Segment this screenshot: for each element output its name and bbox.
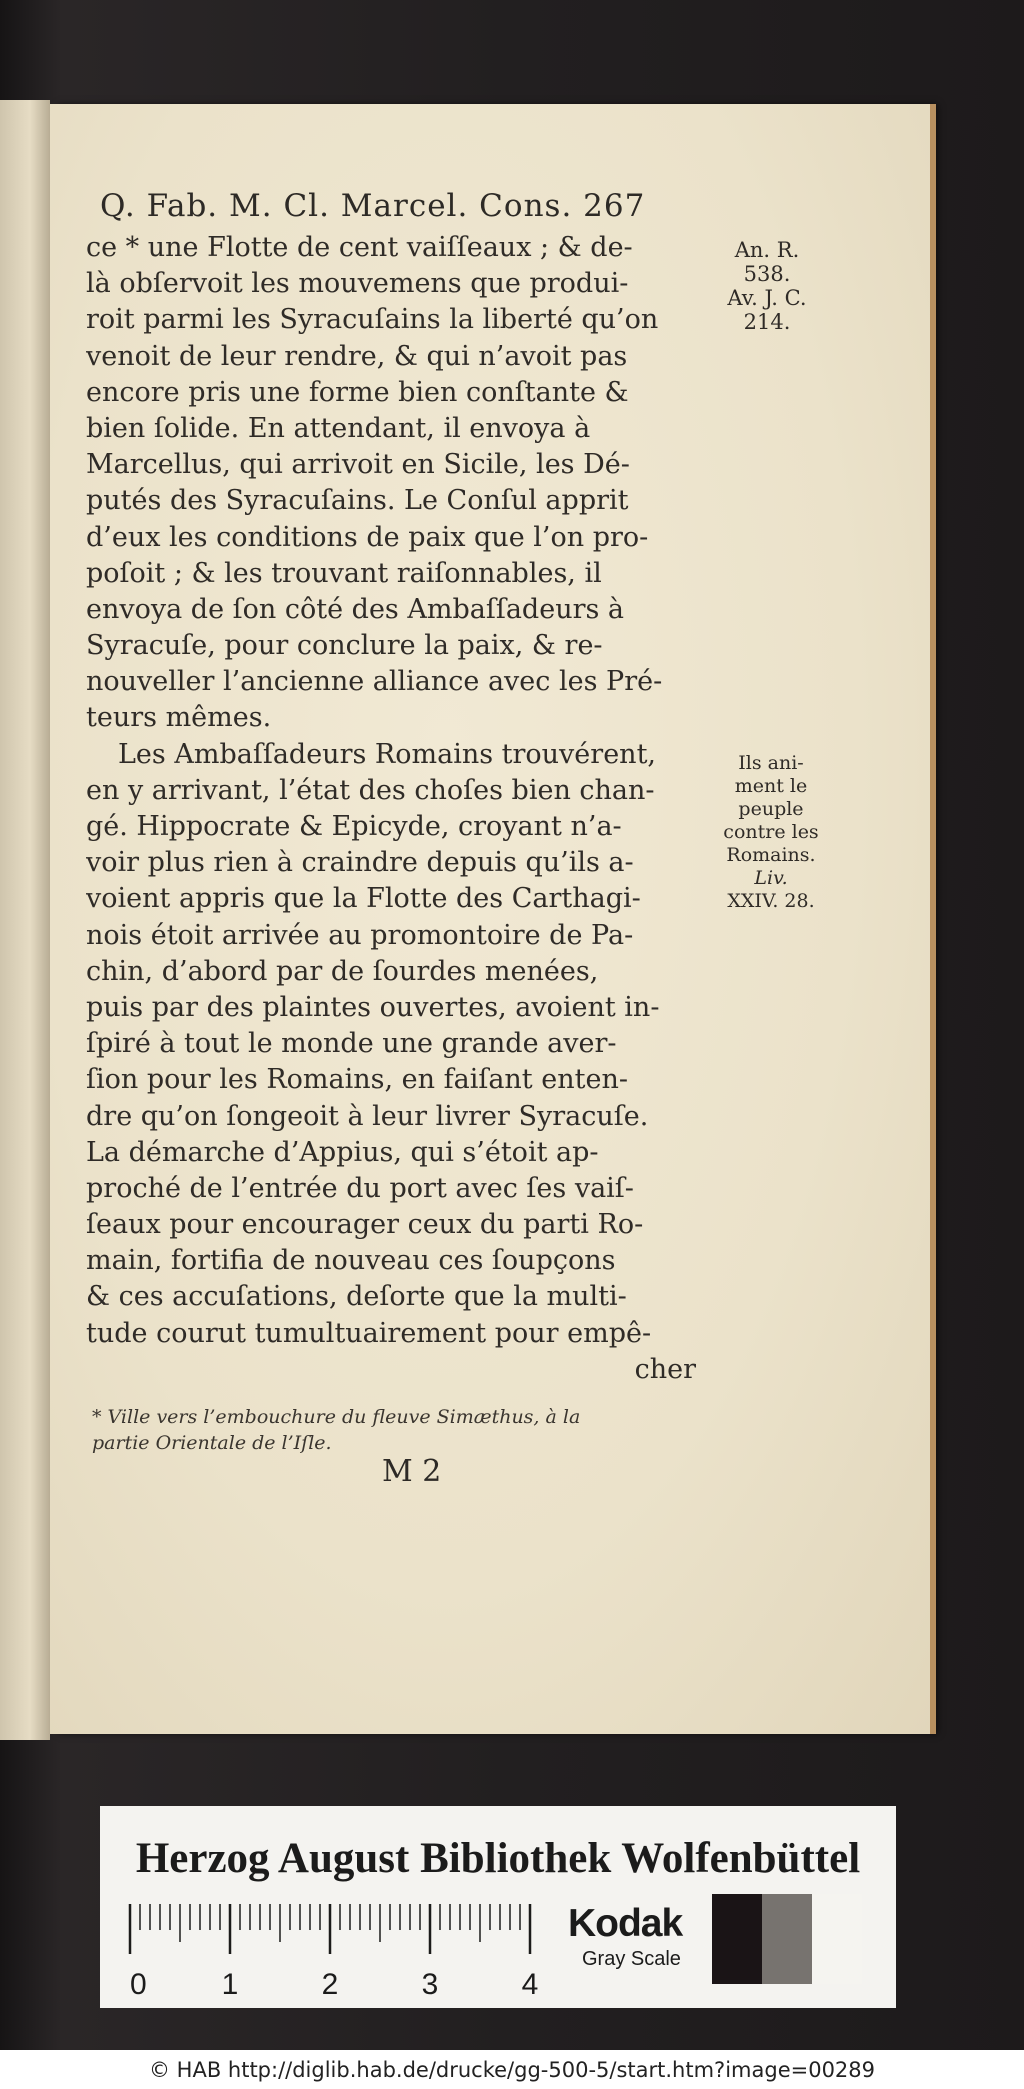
sidenote-line: 214. xyxy=(743,310,791,334)
text-line: ce * une Flotte de cent vaiſſeaux ; & de- xyxy=(86,232,633,263)
gray-patch-white xyxy=(812,1894,862,1984)
ruler-number: 0 xyxy=(130,1968,147,2001)
body-text xyxy=(86,230,696,1388)
text-line: teurs mêmes. xyxy=(86,702,272,734)
text-line: ſeaux pour encourager ceux du parti Ro- xyxy=(86,1209,644,1241)
gray-scale-label: Gray Scale xyxy=(582,1948,681,1970)
sidenote-year xyxy=(712,238,822,334)
text-line: tude courut tumultuairement pour empê- xyxy=(86,1317,652,1349)
sidenote-line: Liv. xyxy=(754,867,788,889)
text-line: roit parmi les Syracuſains la liberté qu’on xyxy=(86,304,659,336)
ruler-number: 1 xyxy=(221,1968,239,2001)
sidenote-line: 538. xyxy=(743,262,791,286)
color-target-card xyxy=(100,1806,896,2008)
text-line: gé. Hippocrate & Epicyde, croyant n’a- xyxy=(86,811,622,842)
kodak-logo: Kodak xyxy=(568,1902,683,1945)
text-line: voient appris que la Flotte des Carthagi- xyxy=(86,883,641,915)
text-line: main, fortifia de nouveau ces ſoupçons xyxy=(86,1245,616,1277)
copyright-bar xyxy=(0,2050,1024,2089)
text-line: & ces accuſations, deſorte que la multi- xyxy=(86,1281,627,1313)
gray-patch-mid xyxy=(762,1894,812,1984)
ruler-number: 3 xyxy=(421,1968,439,2001)
footnote-line: * Ville vers l’embouchure du fleuve Simæthus, à la xyxy=(92,1406,581,1428)
text-line: Les Ambaſſadeurs Romains trouvérent, xyxy=(118,738,656,770)
text-line: voir plus rien à craindre depuis qu’ils a- xyxy=(86,847,634,879)
sidenote-line: peuple xyxy=(738,798,804,820)
ruler-number: 2 xyxy=(321,1968,339,2001)
text-line: bien ſolide. En attendant, il envoya à xyxy=(86,412,591,444)
text-line: Syracuſe, pour conclure la paix, & re- xyxy=(86,630,603,662)
text-line: puis par des plaintes ouvertes, avoient in- xyxy=(86,991,660,1023)
sidenote-line: Av. J. C. xyxy=(727,286,807,310)
text-line: nois étoit arrivée au promontoire de Pa- xyxy=(86,919,634,951)
text-line: venoit de leur rendre, & qui n’avoit pas xyxy=(86,340,628,372)
signature-mark: M 2 xyxy=(382,1454,442,1489)
sidenote-line: ment le xyxy=(734,775,808,797)
running-head: Q. Fab. M. Cl. Marcel. Cons. 267 xyxy=(100,188,646,224)
text-line: La démarche d’Appius, qui s’étoit ap- xyxy=(86,1136,599,1168)
gray-patch-black xyxy=(712,1894,762,1984)
ruler xyxy=(126,1904,546,2004)
copyright-text: © HAB http://diglib.hab.de/drucke/gg-500-5/start.htm?image=00289 xyxy=(148,2058,876,2082)
text-line: putés des Syracuſains. Le Conſul apprit xyxy=(86,485,629,517)
sidenote-line: XXIV. 28. xyxy=(727,890,815,912)
text-line: chin, d’abord par de ſourdes menées, xyxy=(86,955,599,987)
text-line: poſoit ; & les trouvant raiſonnables, il xyxy=(86,557,602,589)
text-line: envoya de ſon côté des Ambaſſadeurs à xyxy=(86,593,625,625)
ruler-number: 4 xyxy=(521,1968,539,2001)
text-line: dre qu’on ſongeoit à leur livrer Syracuſe. xyxy=(86,1100,649,1132)
catchword: cher xyxy=(634,1353,696,1385)
sidenote-topic xyxy=(706,752,836,913)
text-line: encore pris une forme bien conſtante & xyxy=(86,376,629,408)
sidenote-line: An. R. xyxy=(734,238,800,262)
text-line: là obſervoit les mouvemens que produi- xyxy=(86,268,629,300)
text-line: d’eux les conditions de paix que l’on pro- xyxy=(86,521,649,553)
previous-page-edge xyxy=(0,100,50,1740)
gray-patches xyxy=(712,1894,862,1984)
library-name: Herzog August Bibliothek Wolfenbüttel xyxy=(135,1835,861,1882)
footnote-line: partie Orientale de l’Iſle. xyxy=(92,1432,332,1454)
text-line: ſpiré à tout le monde une grande aver- xyxy=(86,1028,617,1060)
sidenote-line: Ils ani- xyxy=(738,752,804,774)
footnote xyxy=(92,1404,702,1456)
text-line: ſion pour les Romains, en faiſant enten- xyxy=(86,1064,628,1096)
text-line: en y arrivant, l’état des choſes bien chan- xyxy=(86,774,655,806)
text-line: nouveller l’ancienne alliance avec les Pré- xyxy=(86,666,663,698)
text-line: Marcellus, qui arrivoit en Sicile, les Dé- xyxy=(86,449,630,481)
text-line: proché de l’entrée du port avec ſes vaiſ- xyxy=(86,1172,634,1204)
sidenote-line: Romains. xyxy=(726,844,816,866)
sidenote-line: contre les xyxy=(723,821,819,843)
